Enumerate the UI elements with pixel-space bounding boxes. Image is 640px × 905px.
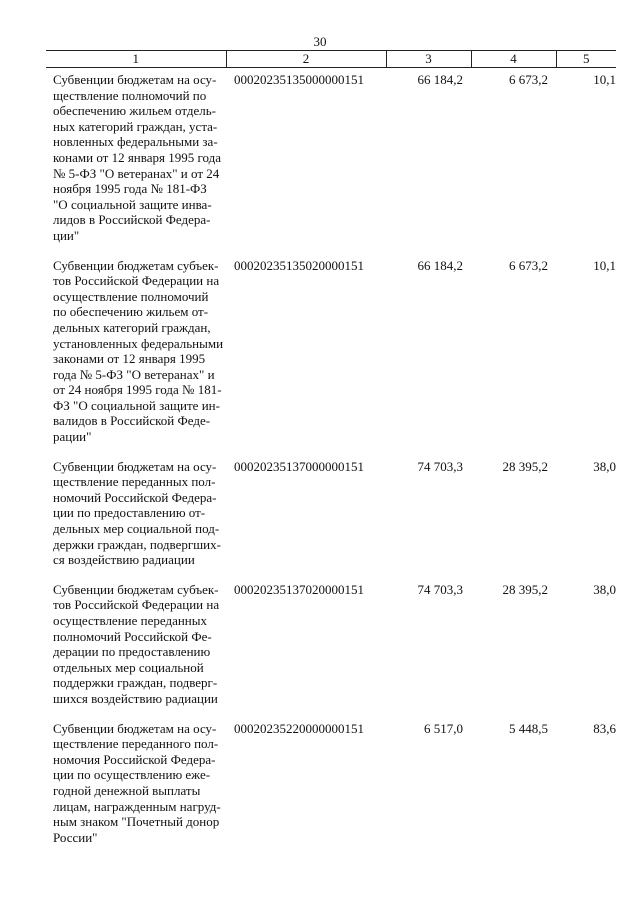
- description-line: "О социальной защите инва-: [53, 196, 212, 212]
- row-budget-code: 00020235137020000151: [234, 581, 364, 597]
- description-line: поддержки граждан, подверг-: [53, 675, 218, 691]
- row-description: [46, 455, 226, 578]
- page-number: 30: [313, 34, 327, 49]
- row-planned-amount: 66 184,2: [417, 257, 463, 273]
- description-line: России": [53, 829, 98, 845]
- column-header-4: 4: [471, 51, 556, 68]
- description-line: по обеспечению жильем от-: [53, 304, 209, 320]
- row-executed-amount: 6 673,2: [509, 257, 548, 273]
- description-line: обеспечению жильем отдель-: [53, 103, 216, 119]
- table-header-row: [46, 51, 616, 68]
- description-line: держки граждан, подвергших-: [53, 536, 221, 552]
- row-description: [46, 578, 226, 717]
- description-line: номочий Российской Федера-: [53, 489, 217, 505]
- column-header-1: 1: [46, 51, 226, 68]
- table-body: [46, 68, 616, 856]
- description-line: конами от 12 января 1995 года: [53, 149, 221, 165]
- description-line: ществление переданного пол-: [53, 736, 219, 752]
- row-description: [46, 68, 226, 254]
- description-line: рации": [53, 429, 92, 445]
- row-planned-amount: 66 184,2: [417, 72, 463, 87]
- description-line: ции по осуществлению еже-: [53, 767, 211, 783]
- description-line: ных категорий граждан, уста-: [53, 118, 218, 134]
- description-line: ществление полномочий по: [53, 87, 207, 103]
- row-executed-amount: 6 673,2: [509, 72, 548, 87]
- row-budget-code: 00020235135000000151: [234, 72, 364, 87]
- description-line: установленных федеральными: [53, 335, 224, 351]
- description-line: Субвенции бюджетам на осу-: [53, 72, 217, 87]
- column-header-2: 2: [226, 51, 386, 68]
- row-description: [46, 254, 226, 455]
- description-line: года № 5-ФЗ "О ветеранах" и: [53, 366, 215, 382]
- table-row: [46, 254, 616, 455]
- row-executed-amount: 5 448,5: [509, 720, 548, 736]
- description-line: ществление переданных пол-: [53, 474, 216, 490]
- column-header-3: 3: [386, 51, 471, 68]
- description-line: осуществление полномочий: [53, 288, 209, 304]
- description-line: номочия Российской Федера-: [53, 751, 216, 767]
- description-line: осуществление переданных: [53, 613, 207, 628]
- description-line: ным знаком "Почетный донор: [53, 814, 220, 830]
- description-line: от 24 ноября 1995 года № 181-: [53, 382, 222, 398]
- description-line: дельных категорий граждан,: [53, 319, 211, 335]
- table-row: [46, 717, 616, 856]
- row-budget-code: 00020235220000000151: [234, 720, 364, 736]
- description-line: годной денежной выплаты: [53, 782, 201, 798]
- description-line: лидов в Российской Федера-: [53, 212, 211, 228]
- row-executed-amount: 28 395,2: [502, 581, 548, 597]
- description-line: № 5-ФЗ "О ветеранах" и от 24: [53, 165, 220, 181]
- description-line: ся воздействию радиации: [53, 552, 195, 568]
- description-line: полномочий Российской Фе-: [53, 628, 212, 644]
- row-execution-percent: 38,0: [593, 581, 616, 597]
- table-row: [46, 68, 616, 254]
- row-planned-amount: 74 703,3: [417, 581, 463, 597]
- description-line: лицам, награжденным нагруд-: [53, 798, 221, 814]
- description-line: Субвенции бюджетам на осу-: [53, 458, 217, 474]
- description-line: тов Российской Федерации на: [53, 273, 220, 289]
- column-header-5: 5: [556, 51, 616, 68]
- description-line: дельных мер социальной под-: [53, 521, 220, 537]
- row-executed-amount: 28 395,2: [502, 458, 548, 474]
- budget-table: [46, 50, 616, 855]
- row-execution-percent: 38,0: [593, 458, 616, 474]
- description-line: новленных федеральными за-: [53, 134, 218, 150]
- row-budget-code: 00020235135020000151: [234, 257, 364, 273]
- table-row: [46, 578, 616, 717]
- description-line: ции": [53, 227, 80, 243]
- description-line: Субвенции бюджетам на осу-: [53, 720, 217, 736]
- description-line: ноября 1995 года № 181-ФЗ: [53, 181, 207, 197]
- description-line: валидов в Российской Феде-: [53, 413, 211, 429]
- row-description: [46, 717, 226, 856]
- row-planned-amount: 6 517,0: [424, 720, 463, 736]
- description-line: тов Российской Федерации на: [53, 597, 220, 613]
- row-planned-amount: 74 703,3: [417, 458, 463, 474]
- row-execution-percent: 83,6: [593, 720, 616, 736]
- description-line: дерации по предоставлению: [53, 644, 211, 660]
- description-line: ФЗ "О социальной защите ин-: [53, 397, 220, 413]
- description-line: Субвенции бюджетам субъек-: [53, 581, 219, 597]
- row-budget-code: 00020235137000000151: [234, 458, 364, 474]
- row-execution-percent: 10,1: [593, 257, 616, 273]
- row-execution-percent: 10,1: [593, 72, 616, 87]
- description-line: Субвенции бюджетам субъек-: [53, 257, 219, 273]
- description-line: ции по предоставлению от-: [53, 505, 206, 521]
- description-line: шихся воздействию радиации: [53, 690, 218, 706]
- table-row: [46, 455, 616, 578]
- description-line: законами от 12 января 1995: [53, 351, 206, 367]
- description-line: отдельных мер социальной: [53, 659, 204, 675]
